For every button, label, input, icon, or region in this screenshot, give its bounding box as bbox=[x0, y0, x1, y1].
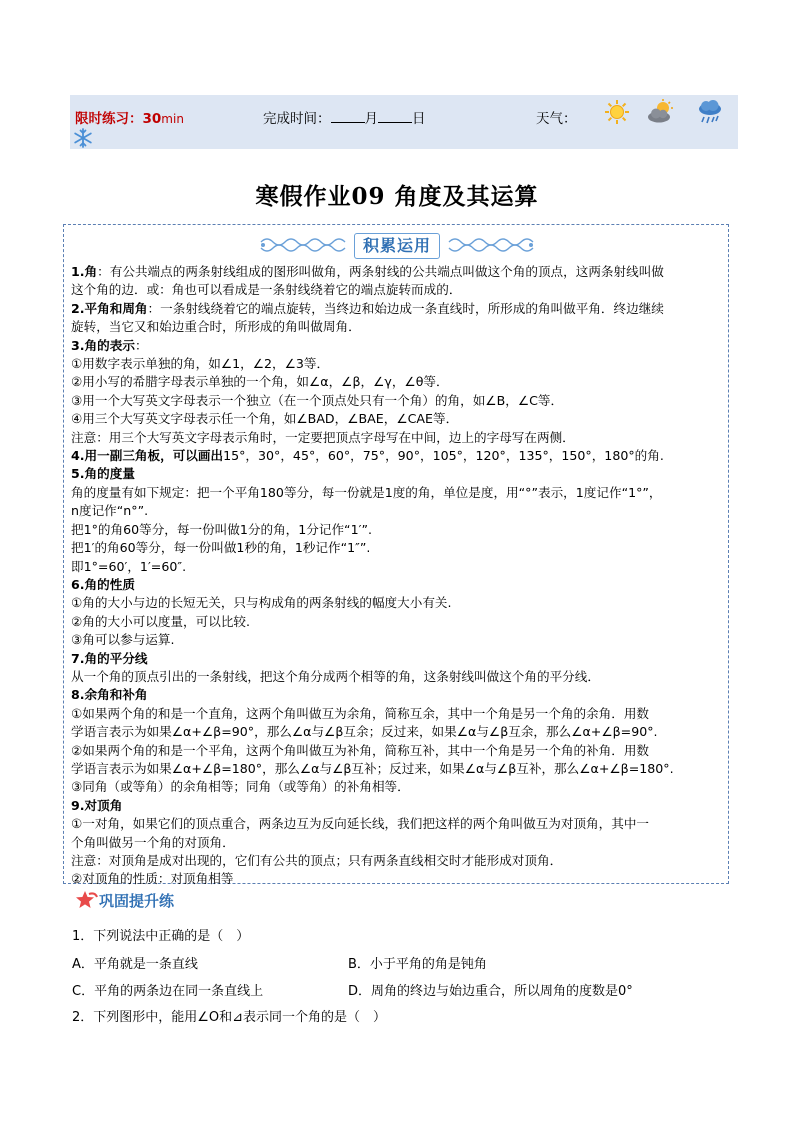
banner-title: 积累运用 bbox=[354, 233, 440, 259]
time-limit-unit: min bbox=[161, 112, 184, 126]
content-line bbox=[71, 539, 725, 557]
content-heading: 2.平角和周角 bbox=[71, 300, 148, 316]
content-text: 这个角的边．或：角也可以看成是一条射线绕着它的端点旋转而成的． bbox=[71, 282, 462, 298]
content-text: n度记作“n°”. bbox=[71, 503, 149, 519]
month-label: 月 bbox=[364, 111, 378, 127]
content-line bbox=[71, 484, 725, 502]
content-line bbox=[71, 558, 725, 576]
content-heading: 7.角的平分线 bbox=[71, 650, 148, 666]
content-text: 学语言表示为如果∠α+∠β=90°，那么∠α与∠β互余；反过来，如果∠α与∠β互余，那么∠α+∠β=90°. bbox=[71, 724, 658, 740]
content-line bbox=[71, 870, 725, 888]
content-text: 个角叫做另一个角的对顶角． bbox=[71, 834, 235, 850]
content-line bbox=[71, 723, 725, 741]
content-line bbox=[71, 300, 725, 318]
content-text: ④用三个大写英文字母表示任一个角，如∠BAD，∠BAE，∠CAE等． bbox=[71, 411, 459, 427]
content-line bbox=[71, 797, 725, 815]
content-text: ②对顶角的性质：对顶角相等 bbox=[71, 871, 234, 887]
day-label: 日 bbox=[412, 111, 426, 127]
content-line bbox=[71, 742, 725, 760]
content-heading: 6.角的性质 bbox=[71, 576, 135, 592]
star-icon bbox=[75, 890, 99, 910]
content-text: ③用一个大写英文字母表示一个独立（在一个顶点处只有一个角）的角，如∠B，∠C等． bbox=[71, 392, 564, 408]
content-text: ①如果两个角的和是一个直角，这两个角叫做互为余角，简称互余，其中一个角是另一个角的余角．用数 bbox=[71, 705, 650, 721]
content-line bbox=[71, 429, 725, 447]
content-heading: 9.对顶角 bbox=[71, 797, 123, 813]
q1-option-a[interactable]: A．平角就是一条直线 bbox=[72, 957, 198, 972]
content-text: ①一对角，如果它们的顶点重合，两条边互为反向延长线，我们把这样的两个角叫做互为对顶角，其中一 bbox=[71, 816, 650, 832]
content-line bbox=[71, 613, 725, 631]
content-line bbox=[71, 281, 725, 299]
content-text: ①角的大小与边的长短无关，只与构成角的两条射线的幅度大小有关. bbox=[71, 595, 452, 611]
snowflake-icon[interactable] bbox=[73, 128, 93, 148]
knowledge-content bbox=[71, 263, 725, 889]
content-line bbox=[71, 337, 725, 355]
content-line bbox=[71, 355, 725, 373]
content-line bbox=[71, 852, 725, 870]
completion-time-label: 完成时间： bbox=[263, 111, 331, 127]
content-line bbox=[71, 465, 725, 483]
q1-option-b[interactable]: B．小于平角的角是钝角 bbox=[348, 957, 487, 972]
content-text: 学语言表示为如果∠α+∠β=180°，那么∠α与∠β互补；反过来，如果∠α与∠β互补，那么∠α+∠β=180°. bbox=[71, 760, 674, 776]
content-text: 15°，30°，45°，60°，75°，90°，105°，120°，135°，150°，180°的角. bbox=[223, 448, 664, 464]
content-heading: 4.用一副三角板，可以画出 bbox=[71, 448, 224, 464]
content-text: 把1°的角60等分，每一份叫做1分的角，1分记作“1′”. bbox=[71, 521, 372, 537]
content-line bbox=[71, 502, 725, 520]
weather bbox=[536, 107, 577, 127]
content-line bbox=[71, 815, 725, 833]
content-text: 从一个角的顶点引出的一条射线，把这个角分成两个相等的角，这条射线叫做这个角的平分线． bbox=[71, 668, 600, 684]
time-limit-label: 限时练习： bbox=[75, 111, 143, 127]
question-1: 1．下列说法中正确的是（ ） bbox=[72, 929, 250, 944]
content-line bbox=[71, 686, 725, 704]
rain-icon[interactable] bbox=[696, 98, 724, 126]
content-text: ：有公共端点的两条射线组成的图形叫做角，两条射线的公共端点叫做这个角的顶点，这两条射线叫做 bbox=[97, 264, 664, 279]
content-text: 角的度量有如下规定：把一个平角180等分，每一份就是1度的角，单位是度，用“°”表示，1度记作“1°”， bbox=[71, 484, 662, 500]
content-line bbox=[71, 834, 725, 852]
time-limit bbox=[75, 107, 184, 127]
page-title: 寒假作业09 角度及其运算 bbox=[255, 183, 539, 210]
cloudy-icon[interactable] bbox=[646, 99, 676, 125]
q1-option-c[interactable]: C．平角的两条边在同一条直线上 bbox=[72, 984, 264, 999]
section-title: 巩固提升练 bbox=[99, 892, 175, 910]
content-text: ②用小写的希腊字母表示单独的一个角，如∠α，∠β，∠γ，∠θ等． bbox=[71, 374, 449, 390]
content-line bbox=[71, 373, 725, 391]
content-line bbox=[71, 392, 725, 410]
content-heading: 1.角 bbox=[71, 264, 98, 279]
content-heading: 5.角的度量 bbox=[71, 466, 135, 482]
content-text: 注意：用三个大写英文字母表示角时，一定要把顶点字母写在中间，边上的字母写在两侧． bbox=[71, 429, 575, 445]
content-text: ②如果两个角的和是一个平角，这两个角叫做互为补角，简称互补，其中一个角是另一个角的补角．用数 bbox=[71, 742, 650, 758]
content-line bbox=[71, 668, 725, 686]
sun-icon[interactable] bbox=[604, 99, 630, 125]
completion-time bbox=[263, 107, 426, 127]
content-text: 把1′的角60等分，每一份叫做1秒的角，1秒记作“1″”. bbox=[71, 540, 371, 556]
content-line bbox=[71, 447, 725, 465]
content-line bbox=[71, 760, 725, 778]
content-line bbox=[71, 263, 725, 281]
content-line bbox=[71, 576, 725, 594]
question-2: 2．下列图形中，能用∠O和⊿表示同一个角的是（ ） bbox=[72, 1010, 387, 1025]
header-bar bbox=[70, 95, 738, 149]
day-blank[interactable] bbox=[378, 110, 412, 123]
time-limit-value: 30 bbox=[142, 111, 162, 127]
content-line bbox=[71, 318, 725, 336]
content-line bbox=[71, 521, 725, 539]
content-line bbox=[71, 631, 725, 649]
q1-option-d[interactable]: D．周角的终边与始边重合，所以周角的度数是0° bbox=[348, 984, 633, 999]
content-line bbox=[71, 705, 725, 723]
content-line bbox=[71, 594, 725, 612]
content-text: ③同角（或等角）的余角相等；同角（或等角）的补角相等． bbox=[71, 779, 410, 795]
content-text: ③角可以参与运算. bbox=[71, 632, 175, 648]
content-text: 即1°=60′，1′=60″. bbox=[71, 558, 187, 574]
content-line bbox=[71, 410, 725, 428]
content-text: 注意：对顶角是成对出现的，它们有公共的顶点；只有两条直线相交时才能形成对顶角． bbox=[71, 853, 563, 868]
month-blank[interactable] bbox=[331, 110, 365, 123]
content-text: 旋转，当它又和始边重合时，所形成的角叫做周角． bbox=[71, 319, 361, 335]
content-line bbox=[71, 778, 725, 796]
content-text: ①用数字表示单独的角，如∠1，∠2，∠3等． bbox=[71, 356, 330, 372]
content-text: ：一条射线绕着它的端点旋转，当终边和始边成一条直线时，所形成的角叫做平角．终边继续 bbox=[147, 300, 664, 316]
content-text: ： bbox=[134, 337, 148, 353]
content-heading: 3.角的表示 bbox=[71, 337, 135, 353]
content-line bbox=[71, 650, 725, 668]
content-heading: 8.余角和补角 bbox=[71, 687, 148, 703]
content-text: ②角的大小可以度量，可以比较. bbox=[71, 613, 251, 629]
weather-label: 天气： bbox=[536, 111, 577, 127]
